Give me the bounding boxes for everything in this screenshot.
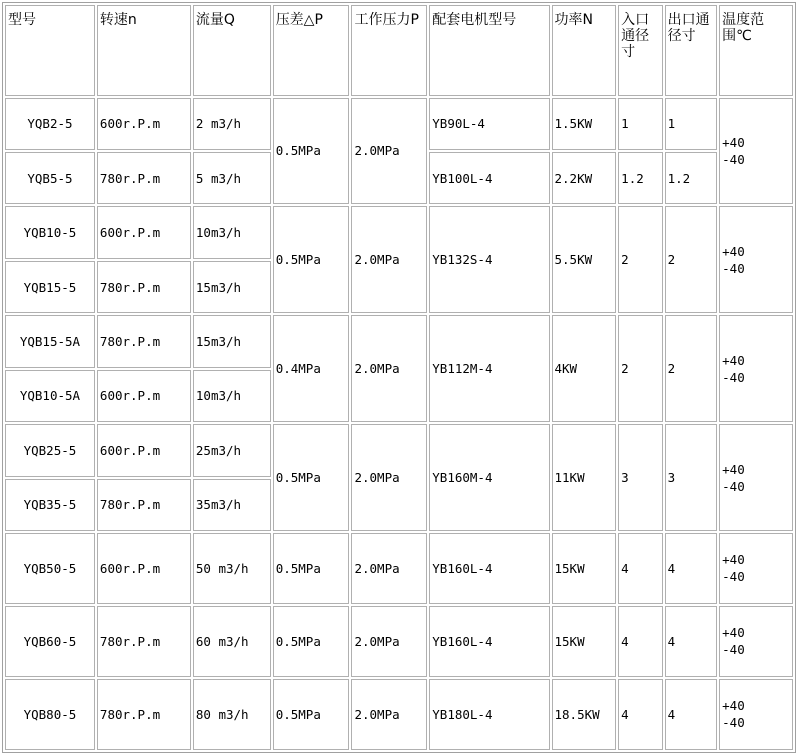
power-cell: 2.2KW — [552, 152, 617, 204]
power-cell: 15KW — [552, 606, 617, 677]
pressure-diff-cell: 0.5MPa — [273, 424, 350, 531]
flow-cell: 5 m3/h — [193, 152, 271, 204]
speed-cell: 780r.P.m — [97, 315, 191, 367]
header-cell: 温度范围℃ — [719, 5, 793, 96]
pressure-diff-cell: 0.5MPa — [273, 679, 350, 750]
temp-range-cell: +40 -40 — [719, 424, 793, 531]
work-pressure-cell: 2.0MPa — [351, 533, 427, 604]
motor-cell: YB132S-4 — [429, 206, 549, 313]
table-row — [5, 424, 793, 476]
header-row — [5, 5, 793, 96]
header-cell: 压差△P — [273, 5, 350, 96]
inlet-cell: 2 — [618, 315, 662, 422]
model-cell: YQB10-5A — [5, 370, 95, 422]
model-cell: YQB25-5 — [5, 424, 95, 476]
model-cell: YQB50-5 — [5, 533, 95, 604]
work-pressure-cell: 2.0MPa — [351, 679, 427, 750]
model-cell: YQB2-5 — [5, 98, 95, 150]
motor-cell: YB180L-4 — [429, 679, 549, 750]
temp-range-cell: +40 -40 — [719, 533, 793, 604]
motor-cell: YB112M-4 — [429, 315, 549, 422]
model-cell: YQB35-5 — [5, 479, 95, 531]
header-cell: 流量Q — [193, 5, 271, 96]
pressure-diff-cell: 0.5MPa — [273, 98, 350, 205]
header-cell: 工作压力P — [351, 5, 427, 96]
flow-cell: 60 m3/h — [193, 606, 271, 677]
speed-cell: 780r.P.m — [97, 261, 191, 313]
work-pressure-cell: 2.0MPa — [351, 424, 427, 531]
flow-cell: 25m3/h — [193, 424, 271, 476]
pressure-diff-cell: 0.5MPa — [273, 533, 350, 604]
temp-range-cell: +40 -40 — [719, 606, 793, 677]
inlet-cell: 4 — [618, 606, 662, 677]
inlet-cell: 1 — [618, 98, 662, 150]
power-cell: 18.5KW — [552, 679, 617, 750]
speed-cell: 780r.P.m — [97, 479, 191, 531]
inlet-cell: 4 — [618, 679, 662, 750]
temp-range-cell: +40 -40 — [719, 679, 793, 750]
header-cell: 配套电机型号 — [429, 5, 549, 96]
motor-cell: YB160L-4 — [429, 606, 549, 677]
flow-cell: 15m3/h — [193, 315, 271, 367]
power-cell: 4KW — [552, 315, 617, 422]
table-row — [5, 606, 793, 677]
inlet-cell: 4 — [618, 533, 662, 604]
motor-cell: YB100L-4 — [429, 152, 549, 204]
table-row — [5, 98, 793, 150]
outlet-cell: 1.2 — [665, 152, 718, 204]
pump-spec-table — [2, 2, 796, 753]
model-cell: YQB80-5 — [5, 679, 95, 750]
power-cell: 5.5KW — [552, 206, 617, 313]
power-cell: 1.5KW — [552, 98, 617, 150]
header-cell: 转速n — [97, 5, 191, 96]
table-row — [5, 315, 793, 367]
work-pressure-cell: 2.0MPa — [351, 206, 427, 313]
flow-cell: 35m3/h — [193, 479, 271, 531]
outlet-cell: 2 — [665, 206, 718, 313]
work-pressure-cell: 2.0MPa — [351, 98, 427, 205]
inlet-cell: 2 — [618, 206, 662, 313]
header-cell: 功率N — [552, 5, 617, 96]
power-cell: 11KW — [552, 424, 617, 531]
motor-cell: YB90L-4 — [429, 98, 549, 150]
speed-cell: 780r.P.m — [97, 152, 191, 204]
header-cell: 入口通径寸 — [618, 5, 662, 96]
pressure-diff-cell: 0.5MPa — [273, 606, 350, 677]
speed-cell: 600r.P.m — [97, 370, 191, 422]
inlet-cell: 3 — [618, 424, 662, 531]
table-row — [5, 533, 793, 604]
table-row — [5, 206, 793, 258]
motor-cell: YB160M-4 — [429, 424, 549, 531]
flow-cell: 15m3/h — [193, 261, 271, 313]
temp-range-cell: +40 -40 — [719, 315, 793, 422]
outlet-cell: 4 — [665, 606, 718, 677]
temp-range-cell: +40 -40 — [719, 98, 793, 205]
outlet-cell: 1 — [665, 98, 718, 150]
flow-cell: 2 m3/h — [193, 98, 271, 150]
speed-cell: 780r.P.m — [97, 606, 191, 677]
speed-cell: 600r.P.m — [97, 98, 191, 150]
pressure-diff-cell: 0.5MPa — [273, 206, 350, 313]
speed-cell: 600r.P.m — [97, 206, 191, 258]
flow-cell: 50 m3/h — [193, 533, 271, 604]
work-pressure-cell: 2.0MPa — [351, 315, 427, 422]
outlet-cell: 2 — [665, 315, 718, 422]
model-cell: YQB15-5A — [5, 315, 95, 367]
header-cell: 型号 — [5, 5, 95, 96]
outlet-cell: 4 — [665, 679, 718, 750]
inlet-cell: 1.2 — [618, 152, 662, 204]
table-row — [5, 679, 793, 750]
power-cell: 15KW — [552, 533, 617, 604]
model-cell: YQB15-5 — [5, 261, 95, 313]
work-pressure-cell: 2.0MPa — [351, 606, 427, 677]
flow-cell: 10m3/h — [193, 206, 271, 258]
model-cell: YQB5-5 — [5, 152, 95, 204]
flow-cell: 10m3/h — [193, 370, 271, 422]
pressure-diff-cell: 0.4MPa — [273, 315, 350, 422]
flow-cell: 80 m3/h — [193, 679, 271, 750]
speed-cell: 780r.P.m — [97, 679, 191, 750]
motor-cell: YB160L-4 — [429, 533, 549, 604]
model-cell: YQB10-5 — [5, 206, 95, 258]
speed-cell: 600r.P.m — [97, 533, 191, 604]
speed-cell: 600r.P.m — [97, 424, 191, 476]
model-cell: YQB60-5 — [5, 606, 95, 677]
temp-range-cell: +40 -40 — [719, 206, 793, 313]
outlet-cell: 3 — [665, 424, 718, 531]
header-cell: 出口通径寸 — [665, 5, 718, 96]
outlet-cell: 4 — [665, 533, 718, 604]
